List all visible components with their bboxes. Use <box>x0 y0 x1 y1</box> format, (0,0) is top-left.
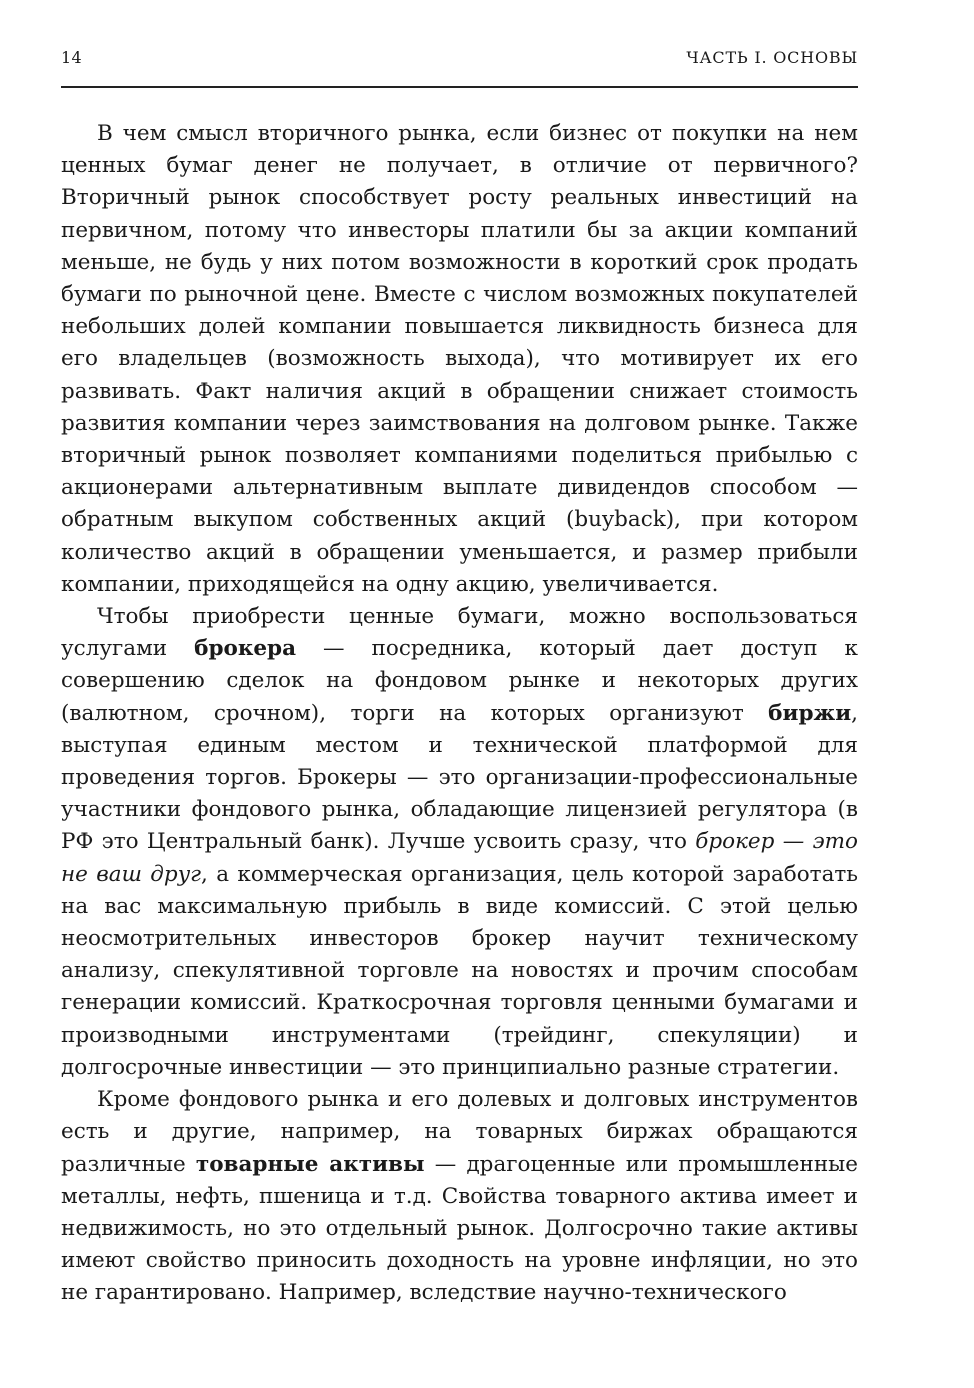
paragraph-text: Кроме фондового рынка и его долевых и долговых инструментов есть и другие, например, на товарных биржах обращаются различные <box>61 1087 858 1177</box>
paragraph-text: , выступая единым местом и технической платформой для проведения торгов. Брокеры — это организации-профессиональные участники фондового рынка, обладающие лицензией регулятора (в РФ это Центральный банк). Лучше усвоить сразу, что <box>61 700 858 855</box>
page-header <box>61 46 858 74</box>
paragraph-text: Чтобы приобрести ценные бумаги, можно воспользоваться услугами <box>61 604 858 662</box>
emphasis-broker-not-friend: брокер — это не ваш друг <box>61 829 858 887</box>
term-broker: брокера <box>194 636 297 662</box>
paragraph-text: , а коммерческая организация, цель которой заработать на вас максимальную прибыль в виде комиссий. С этой целью неосмотрительных инвесторов брокер научит техническому анализу, спекулятивной торговле на новостях и прочим способам генерации комиссий. Краткосрочная торговля ценными бумагами и производными инструментами (трейдинг, спекуляции) и долгосрочные инвестиции — это принципиально разные стратегии. <box>61 861 858 1080</box>
header-rule <box>61 86 858 88</box>
book-page <box>61 0 858 1388</box>
paragraph-secondary-market <box>61 118 858 601</box>
paragraph-brokers <box>61 601 858 1084</box>
body-text <box>61 118 858 1310</box>
term-exchange: биржи <box>768 700 852 726</box>
term-commodity-assets: товарные активы <box>195 1151 425 1177</box>
paragraph-commodities <box>61 1084 858 1309</box>
paragraph-text: — посредника, который дает доступ к совершению сделок на фондовом рынке и некоторых других (валютном, срочном), торги на которых организуют <box>61 636 858 726</box>
paragraph-text: В чем смысл вторичного рынка, если бизнес от покупки на нем ценных бумаг денег не получает, в отличие от первичного? Вторичный рынок способствует росту реальных инвестиций на первичном, потому что инвесторы платили бы за акции компаний меньше, не будь у них потом возможности в короткий срок продать бумаги по рыночной цене. Вместе с числом возможных покупателей небольших долей компании повышается ликвидность бизнеса для его владельцев (возможность выхода), что мотивирует их его развивать. Факт наличия акций в обращении снижает стоимость развития компании через заимствования на долговом рынке. Также вторичный рынок позволяет компаниями поделиться прибылью с акционерами альтернативным выплате дивидендов способом — обратным выкупом собственных акций (buyback), при котором количество акций в обращении уменьшается, и размер прибыли компании, приходящейся на одну акцию, увеличивается. <box>61 121 858 597</box>
paragraph-text: — драгоценные или промышленные металлы, нефть, пшеница и т.д. Свойства товарного актива имеет и недвижимость, но это отдельный рынок. Долгосрочно такие активы имеют свойство приносить доходность на уровне инфляции, но это не гарантировано. Например, вследствие научно-технического <box>61 1151 858 1306</box>
running-head: ЧАСТЬ I. ОСНОВЫ <box>686 48 858 67</box>
page-number: 14 <box>61 48 82 67</box>
